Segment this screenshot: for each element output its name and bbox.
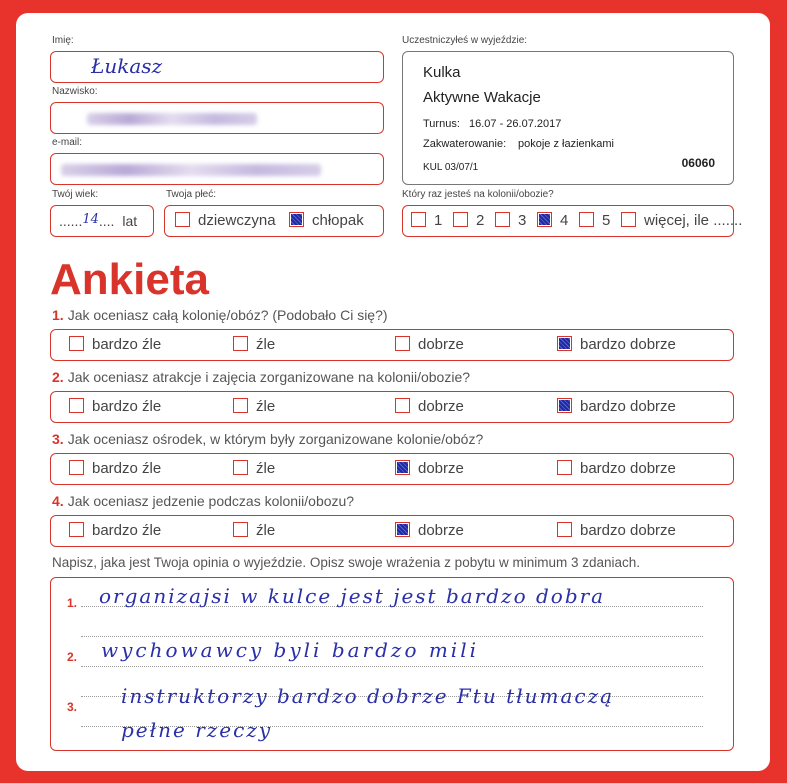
gender-label: Twoja płeć: [166, 189, 217, 200]
checkbox-q3-bad[interactable] [233, 460, 248, 475]
turnus-value: 16.07 - 26.07.2017 [469, 118, 562, 130]
checkbox-more[interactable] [621, 212, 636, 227]
trip-code: KUL 03/07/1 [423, 162, 479, 173]
checkbox-5[interactable] [579, 212, 594, 227]
checkbox-girl[interactable] [175, 212, 190, 227]
question-3: 3. Jak oceniasz ośrodek, w którym były zorganizowane kolonie/obóz? [52, 431, 484, 447]
which-time-option-more[interactable]: więcej, ile ....... [621, 212, 742, 229]
q2-option-bad[interactable]: źle [233, 398, 275, 415]
redacted-surname [87, 113, 257, 125]
which-time-option-1[interactable]: 1 [411, 212, 442, 229]
answer-row-3 [50, 453, 734, 485]
name-field[interactable] [50, 51, 384, 83]
opinion-num-2: 2. [67, 650, 78, 664]
checkbox-q1-good[interactable] [395, 336, 410, 351]
q2-option-good[interactable]: dobrze [395, 398, 464, 415]
question-4: 4. Jak oceniasz jedzenie podczas kolonii/obozu? [52, 493, 355, 509]
trip-subtitle: Aktywne Wakacje [423, 89, 541, 106]
question-2: 2. Jak oceniasz atrakcje i zajęcia zorganizowane na kolonii/obozie? [52, 369, 471, 385]
q3-option-very-bad[interactable]: bardzo źle [69, 460, 161, 477]
age-dots-left: ...... [59, 213, 83, 229]
age-label: Twój wiek: [52, 189, 99, 200]
checkbox-q1-very-good[interactable] [557, 336, 572, 351]
accommodation-label: Zakwaterowanie: [423, 138, 507, 150]
checkbox-2[interactable] [453, 212, 468, 227]
age-field[interactable] [50, 205, 154, 237]
opinion-num-1: 1. [67, 596, 78, 610]
gender-field [164, 205, 384, 237]
which-time-option-5[interactable]: 5 [579, 212, 610, 229]
gender-option-boy[interactable]: chłopak [289, 212, 364, 229]
checkbox-q4-very-good[interactable] [557, 522, 572, 537]
opinion-textarea[interactable] [50, 577, 734, 751]
checkbox-q3-very-good[interactable] [557, 460, 572, 475]
checkbox-q3-very-bad[interactable] [69, 460, 84, 475]
gender-option-girl[interactable]: dziewczyna [175, 212, 276, 229]
checkbox-q4-very-bad[interactable] [69, 522, 84, 537]
q1-option-very-good[interactable]: bardzo dobrze [557, 336, 676, 353]
age-unit: lat [122, 213, 138, 229]
turnus-label: Turnus: [423, 118, 460, 130]
opinion-line-1: organizajsi w kulce jest jest bardzo dobra [99, 584, 606, 608]
checkbox-4[interactable] [537, 212, 552, 227]
question-1: 1. Jak oceniasz całą kolonię/obóz? (Podobało Ci się?) [52, 307, 388, 323]
opinion-line-4: pełne rzeczy [121, 718, 273, 742]
age-value: 14 [82, 212, 99, 227]
q3-option-very-good[interactable]: bardzo dobrze [557, 460, 676, 477]
checkbox-boy[interactable] [289, 212, 304, 227]
q4-option-good[interactable]: dobrze [395, 522, 464, 539]
q3-option-bad[interactable]: źle [233, 460, 275, 477]
opinion-prompt: Napisz, jaka jest Twoja opinia o wyjeździe. Opisz swoje wrażenia z pobytu w minimum 3 zdaniach. [52, 555, 641, 570]
trip-info-box [402, 51, 734, 185]
checkbox-q2-very-bad[interactable] [69, 398, 84, 413]
checkbox-q1-very-bad[interactable] [69, 336, 84, 351]
checkbox-q1-bad[interactable] [233, 336, 248, 351]
opinion-num-3: 3. [67, 700, 78, 714]
accommodation-value: pokoje z łazienkami [518, 138, 614, 150]
checkbox-3[interactable] [495, 212, 510, 227]
opinion-line-2: wychowawcy byli bardzo mili [101, 638, 479, 662]
q1-option-good[interactable]: dobrze [395, 336, 464, 353]
q1-option-bad[interactable]: źle [233, 336, 275, 353]
which-time-option-2[interactable]: 2 [453, 212, 484, 229]
name-value: Łukasz [91, 54, 163, 78]
surname-field[interactable] [50, 102, 384, 134]
checkbox-1[interactable] [411, 212, 426, 227]
surname-label: Nazwisko: [52, 86, 98, 97]
answer-row-2 [50, 391, 734, 423]
which-time-option-4[interactable]: 4 [537, 212, 568, 229]
checkbox-q2-very-good[interactable] [557, 398, 572, 413]
checkbox-q3-good[interactable] [395, 460, 410, 475]
survey-form [16, 13, 770, 771]
name-label: Imię: [52, 35, 74, 46]
q4-option-very-bad[interactable]: bardzo źle [69, 522, 161, 539]
trip-number: 06060 [681, 156, 715, 170]
email-label: e-mail: [52, 137, 83, 148]
q2-option-very-bad[interactable]: bardzo źle [69, 398, 161, 415]
page-title: Ankieta [50, 255, 209, 304]
participated-label: Uczestniczyłeś w wyjeździe: [402, 35, 528, 46]
age-dots-right: .... [98, 213, 115, 229]
answer-row-4 [50, 515, 734, 547]
which-time-option-3[interactable]: 3 [495, 212, 526, 229]
q4-option-bad[interactable]: źle [233, 522, 275, 539]
checkbox-q4-good[interactable] [395, 522, 410, 537]
email-field[interactable] [50, 153, 384, 185]
redacted-email [61, 164, 321, 176]
checkbox-q2-bad[interactable] [233, 398, 248, 413]
answer-row-1 [50, 329, 734, 361]
checkbox-q4-bad[interactable] [233, 522, 248, 537]
q4-option-very-good[interactable]: bardzo dobrze [557, 522, 676, 539]
which-time-field [402, 205, 743, 237]
q2-option-very-good[interactable]: bardzo dobrze [557, 398, 676, 415]
q1-option-very-bad[interactable]: bardzo źle [69, 336, 161, 353]
trip-name: Kulka [423, 64, 461, 81]
opinion-line-3: instruktorzy bardzo dobrze Ftu tłumaczą [121, 684, 615, 708]
which-time-label: Który raz jesteś na kolonii/obozie? [402, 189, 554, 200]
checkbox-q2-good[interactable] [395, 398, 410, 413]
q3-option-good[interactable]: dobrze [395, 460, 464, 477]
